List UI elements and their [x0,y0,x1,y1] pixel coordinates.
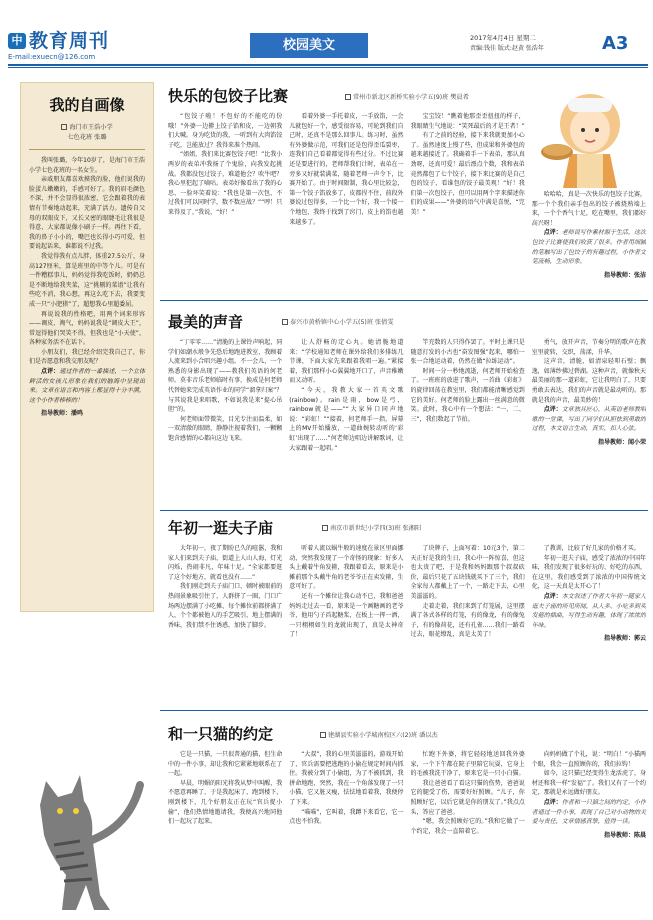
square-bullet-icon [320,732,326,738]
paragraph: 听着人流以蜗牛般的速度在景区里面挪动，突然我发现了一个奇怪的现象：好多人头上戴着牛角发箍，我跟着看去，原来是小摊前那个头戴牛角的老爷爷正在卖发箍，生意可好了。 [289,545,404,591]
article-title: 快乐的包饺子比赛 [168,87,289,105]
comment-label: 点评： [41,368,60,376]
article-title: 最美的声音 [168,313,244,331]
text-column [168,750,282,915]
paragraph: 再说说我的性格吧，用两个词来形容——调皮、淘气，妈妈说我是“调皮大王”，常逗得他们哭笑不得，但我也是“小天使”，各种家务活不在话下。 [29,310,145,347]
text-column [289,338,403,506]
paragraph: 我们刚走到夫子庙门口，顿时被眼前的热闹景象吸引住了，人群挤了一圈，门口广场两边摆满了小吃摊，每个摊位前都挤满了人，个个都被他人的手艺吸引，地上摆满的香味，我们禁不住诱惑，加快了脚步。 [168,583,283,629]
comment-text: 老师说写作素材源于生活，这次包饺子比赛使我们收获了很多。作者用细腻的笔触写出了包饺子的有趣过程，小作者文笔流畅，生动形象。 [531,229,646,266]
article-byline [282,318,394,328]
sidebar-divider [29,149,145,150]
sidebar-body [29,156,145,419]
paragraph: 勇气，放开声音，节奏分明的歌声在教室里旋转，交织，荡漾，升华。 [531,339,646,356]
paragraph: 我觉得我有点儿胖，体重27.5公斤，身高127厘米，算是班里的中等个儿。可是有一件糟糕事儿，妈妈觉得我吃饭时，奶奶总是不断地给我夹菜，这“挑剔的菜谱”让我有些吃不消，我心想，再这么吃下去，我要变成一只“小肥猪”了，超想我心里超委屈。 [29,252,145,308]
paragraph: 走着走着，我们来到了灯笼展，这里摆满了各式各样的灯笼，有的像龙，有的像兔子，有的像荷花，还有孔雀……我们一路看过去，眼花缭乱，真是太美了！ [410,602,525,639]
sidebar-author: 七色花班 张璐 [67,134,107,141]
comment-label: 点评： [543,406,562,414]
paragraph: 早晨，明媚的阳光将我从梦中叫醒，我不愿意再睡了，于是我起床了，跑到楼下，刚到楼下，几个好朋友正在玩“官兵捉小偷”，他们热情地邀请我，我便高兴地同他们一起玩了起来。 [168,779,283,826]
paragraph: 了块牌子，上面写着：10元3个，第二天正好是我的生日，我心中一阵惊喜，但这也太贵了吧，于是我和妈妈跟那个叔叔砍价，最后只花了五块钱就买下了三个，我们全家每人都戴上了一个，一路走下去，心里美滋滋的。 [410,545,525,600]
paragraph: 哈哈哈，真是一次快乐的包饺子比赛，那一个个我们亲手包出的饺子被烧熟端上来，一个个香气十足，吃在嘴里，我们都好高兴呀！ [531,191,646,227]
sidebar-self-portrait [20,82,154,612]
paragraph: 大年初一，夜了期盼已久的喧嚣，我和家人们来到夫子庙，街道上人山人海，灯光闪烁，热闹非凡，年味十足。“全家都要逛了这个好地方，就看也没有……” [168,545,283,581]
paragraph: 宝宝饺！”瞧着他那歪歪扭扭的样子，我眼睛生气地说：“笑死最后的才是王者！” [410,113,525,130]
paragraph: 亲戚朋友都喜欢摸我的脸，他们说我的脸蛋儿嫩嫩的，手感可好了。我的眉毛颜色不深，并不会显得很浓密，它会跟着我的表情有节奏地动起来，充满了活力。遗传自父母的双眼皮下，又长又密的眼睫毛让我很是得意，大家都说像小刷子一样。再往下看，我的鼻子小小的，嘴巴也长得小巧可爱，但要说起话来，谁都说不过我。 [29,176,145,251]
paragraph: 小朋友们，我已经介绍完我自己了，你们是否愿意和我交朋友呢？ [29,348,145,366]
article4-body [168,750,646,915]
paragraph: “姐姐，我们来比赛包饺子吧！”比我小两岁的表弟冲我扬了个鬼脸，向我发起挑战。我都没包过饺子，难道他会？吹牛吧？我心里犯起了嘀咕。表弟好像看出了我的心思，一脸坏笑着说：“我也是第一次包，不过我们可以同时学，数不数应战？”“哼！只来得及了，”我说，“好！” [168,151,283,216]
article-byline [322,524,421,534]
paragraph: 这声音，清脆，如清泉轻叩石壁；飘逸，如薄纱拂过碧湖。这种声音，就像秋天最美丽的那一道彩虹，它让我明白了，只要勇敢去表达，我们的声音就是最动听的。那就是我的声音，最美妙的！ [531,358,646,404]
text-column [532,544,646,708]
comment-text: 本文叙述了作者大年初一随家人逛夫子庙的所见所闻，从人多、小吃多到买发箍的插曲，写得生动有趣，体现了浓浓的年味。 [531,592,646,629]
text-column [168,338,282,506]
teacher-credit: 指导教师：陈晨 [603,831,646,839]
teacher-credit: 指导教师：闻小荣 [597,438,646,446]
paragraph: 有了之前的经验，接下来我就更加小心了。虽然速度上慢了些，但成果和外婆包的越来越接近了。我确着手一下表弟，那认真劲呀，还真可爱！最后漂点个数，我和表弟竟然都包了七个饺子，接下来比赛的是自己包的饺子，看谁包的饺子最美观！“好！我们第一次包饺子，但可以用两个字来描述你们的成果——”外婆的语气中满是喜悦，“完美！” [410,132,525,216]
sidebar-title: 我的自画像 [49,96,125,114]
paragraph: 时间一分一秒地流逝，何老师开始检查了。一班班的放进了歌声，一首曲《彩虹》的旋律回荡在教室里，我们都能清晰感觉到它的美好。何老师的脸上露出一丝满意的微笑。此时，我心中有一个想法：“一、二、三”，我们数起了节拍。 [410,367,525,423]
comment-label: 点评： [543,229,562,237]
newspaper-title: 教育周刊 [29,30,110,52]
paragraph: 我让爸爸看了看这只猫的伤势，爸爸说它的腿受了伤，需要好好照顾。“儿子，你照顾好它，以后它就是你的朋友了。”我点点头，答应了爸爸。 [410,779,525,816]
paragraph: “喵喵”，它叫着，我蹲下来看它，它一点也不怕我。 [289,808,404,826]
text-column [168,544,282,708]
square-bullet-icon [345,94,351,100]
article-title: 年初一逛夫子庙 [168,519,274,537]
text-column [532,750,646,915]
comment-text: 作者和一只猫之间的约定，小作者通过一件小事，表现了自己对小动物的关爱与责任，文章情感真挚，值得一读。 [531,798,646,826]
article-byline [320,731,438,741]
comment [532,405,646,434]
comment-text: 文章独具匠心，从英语老师教唱歌的一堂课，写出了同学们从胆怯到勇敢的过程，本文语言生动，真实，扣人心弦。 [531,406,646,433]
text-column [411,112,525,340]
text-column [532,338,646,506]
comment [532,592,646,630]
paragraph: 向妈妈做了个礼，说：“明白！”小猫两个眼，我会一直照顾你的，我们拉钩！ [531,751,646,768]
sidebar-byline [29,123,145,143]
text-column [168,112,282,340]
article-title: 和一只猫的约定 [168,725,274,743]
article2-body [168,338,646,506]
editorial-staff: 责编:钱佳 版式:赵黄 张浩年 [470,45,544,52]
article-divider [160,710,648,711]
comment-label: 点评： [543,798,562,806]
comment [532,798,646,827]
byline-text: 南京市新世纪小学四(3)班 张湘阳 [330,525,422,532]
paragraph: 竿充数的人只得作罢了。平时上课只是随意打发的小古也“奋发图强”起来，哪怕一张一合地运动着，仍然在做“拉练运动”。 [410,339,525,366]
text-column [289,544,403,708]
paragraph: “嗯，我会照顾好它的。”我和它做了一个约定，我会一直陪着它。 [410,818,525,835]
article3-body [168,544,646,708]
comment-text: 通过作者的一番描述，一个立体鲜活的女孩儿形象在我们的脑海中呈现出来。文章在语言和内容上都显得十分丰满，这个小作者棒棒的！ [29,368,145,404]
article-byline [345,93,469,103]
byline-text: 常州市新北区新桥实验小学五(9)班 樊晨希 [353,94,469,101]
byline-text: 建湖县实验小学城南校区六(2)班 潘以杰 [328,732,438,739]
text-column [289,112,403,340]
paragraph: “大叔”，我的心里美滋滋的，游戏开始了，官兵需要把逃跑的小偷在规定时间内抓住。我被分到了小偷组，为了不被抓到，我拼命地跑，突然，我在一个角落发现了一只小猫，它又脏又瘦，怯怯地看着我，我便停了下来。 [289,751,404,806]
issue-date: 2017年4月4日 星期二 [470,34,536,42]
paragraph: “丁零零……”清脆的上课铃声响起，同学们如潮水般争先恐后地跑进教室，我顾着人流来到小合唱兴趣小组。不一会儿，一个熟悉的身影出现了——教我们英语的何老师。莫非音乐老师临时有事，换成是何老师代替她来完成英语作业的同学“溜拿归案”？与其说我是来唱歌，不如说我是来“提心吊胆”的。 [168,339,283,414]
teacher-credit: 指导教师：郭云 [603,635,646,643]
header-rule-thin [8,67,648,68]
article-divider [160,510,648,511]
comment [29,367,145,405]
teacher-credit: 指导教师：潘鸣 [41,410,84,418]
header-rule [8,64,648,66]
square-bullet-icon [61,124,67,130]
paragraph: 何老师面带微笑，目光专注而温柔，如一双清澈的眼睛，静静注视着我们，一颗颗饱含感情的心都向这边飞来。 [168,415,283,442]
page-number: A3 [602,33,629,54]
paragraph: 让人舒畅的定心丸。她清脆地道来：“学校通知老师在课外给我们多排练几节课，下面大家先来跟着我唱一遍。”紧接着，我们那样小心翼翼地开口了，声音稚嫩而又动听。 [289,339,404,385]
newspaper-logo-icon: 中 [8,33,26,49]
article-divider [160,300,648,301]
comment [532,228,646,266]
text-column [411,338,525,506]
square-bullet-icon [322,525,328,531]
sidebar-school: 海门市王浩小学 [69,124,113,131]
paragraph: “包饺子啦！不包好的不能吃的份哦！”外婆一边擀上饺子馅和皮，一边朝我们大喊。身为吃货的我，一听到有大肉馅饺子吃，岂能放过？我得来准个热闹。 [168,113,283,149]
paragraph: 我叫张璐，今年10岁了，是海门市王浩小学七色花班的一名女生。 [29,157,145,174]
text-column [411,750,525,915]
paragraph: 看着外婆一手托着皮，一手放馅，一会儿就包好一个，感受很容易，可轮到我们自己时，还真不是那么回事儿。练习时，虽然有外婆做示范，可我们还是包得歪瓜裂枣，连我们自己看着都觉得有些过分。不过比赛还是要进行的，老师帮我们计时，表弟在一旁多又好就装满菜，随着老师一声令下，比赛开始了。由于时间限制，我心里比较急，第一个饺子馅放多了，皮都捏不住，前段外婆说过包得多，一个比一个好，我一个接一个地包，我终于找到了窍门，皮上的馅也越来越多了。 [289,113,404,226]
text-column [411,544,525,708]
text-column [289,750,403,915]
section-title: 校园美文 [250,33,368,58]
paragraph: 它是一只猫，一只很普通的猫，但生命中的一件小事，却让我和它紧紧地联系在了一起。 [168,751,283,778]
masthead [0,0,653,70]
paragraph: 忙跑下外婆，将它轻轻地送回我外婆家，一个下午都在院子里陪它玩耍，它身上的毛被我洗干净了，原来它是一只小白猫。 [410,751,525,778]
comment-label: 点评： [543,592,562,600]
paragraph: 了教训，比较了好几家的价格才买。 [543,545,640,552]
striped-cat-illustration [10,745,150,915]
contact-email[interactable]: E-mail:exuecn@126.com [8,53,96,61]
text-column [532,112,646,340]
paragraph: 还有一个摊位让我心动不已，我和爸爸妈妈走过去一看，原来是一个画糖画的老爷爷，他用勺子舀起糖浆，在板上一挥一洒，一只栩栩如生的龙就出现了，真是太神奇了！ [289,592,404,639]
article1-body [168,112,646,340]
paragraph: “今天，我教大家一首英文歌(rainbow)。rain是雨，bow是弓，rainbow就是——”“大家异口同声地说：“彩虹！”“接着，何老师手一指，屏幕上的MV开始播放，一道曲婉转动听的‘彩虹’出现了……”何老师边唱边讲解歌词，让大家跟着一起唱。” [289,386,404,452]
paragraph: 如今，这只猫已经变得生龙活虎了，身材还和我一样“发福”了。我们又有了一个约定，那就是永远做好朋友。 [531,770,646,797]
byline-text: 泰兴市黄桥镇中心小学五(5)班 张倩雯 [290,319,394,326]
paragraph: 年初一逛夫子庙，感受了浓浓的中国年味，我们发现了很多好玩的、好吃的东西，在这里，我们感受到了浓浓的中国传统文化，这一天真是太开心了！ [531,554,646,591]
square-bullet-icon [282,319,288,325]
teacher-credit: 指导教师：张洁 [603,271,646,279]
